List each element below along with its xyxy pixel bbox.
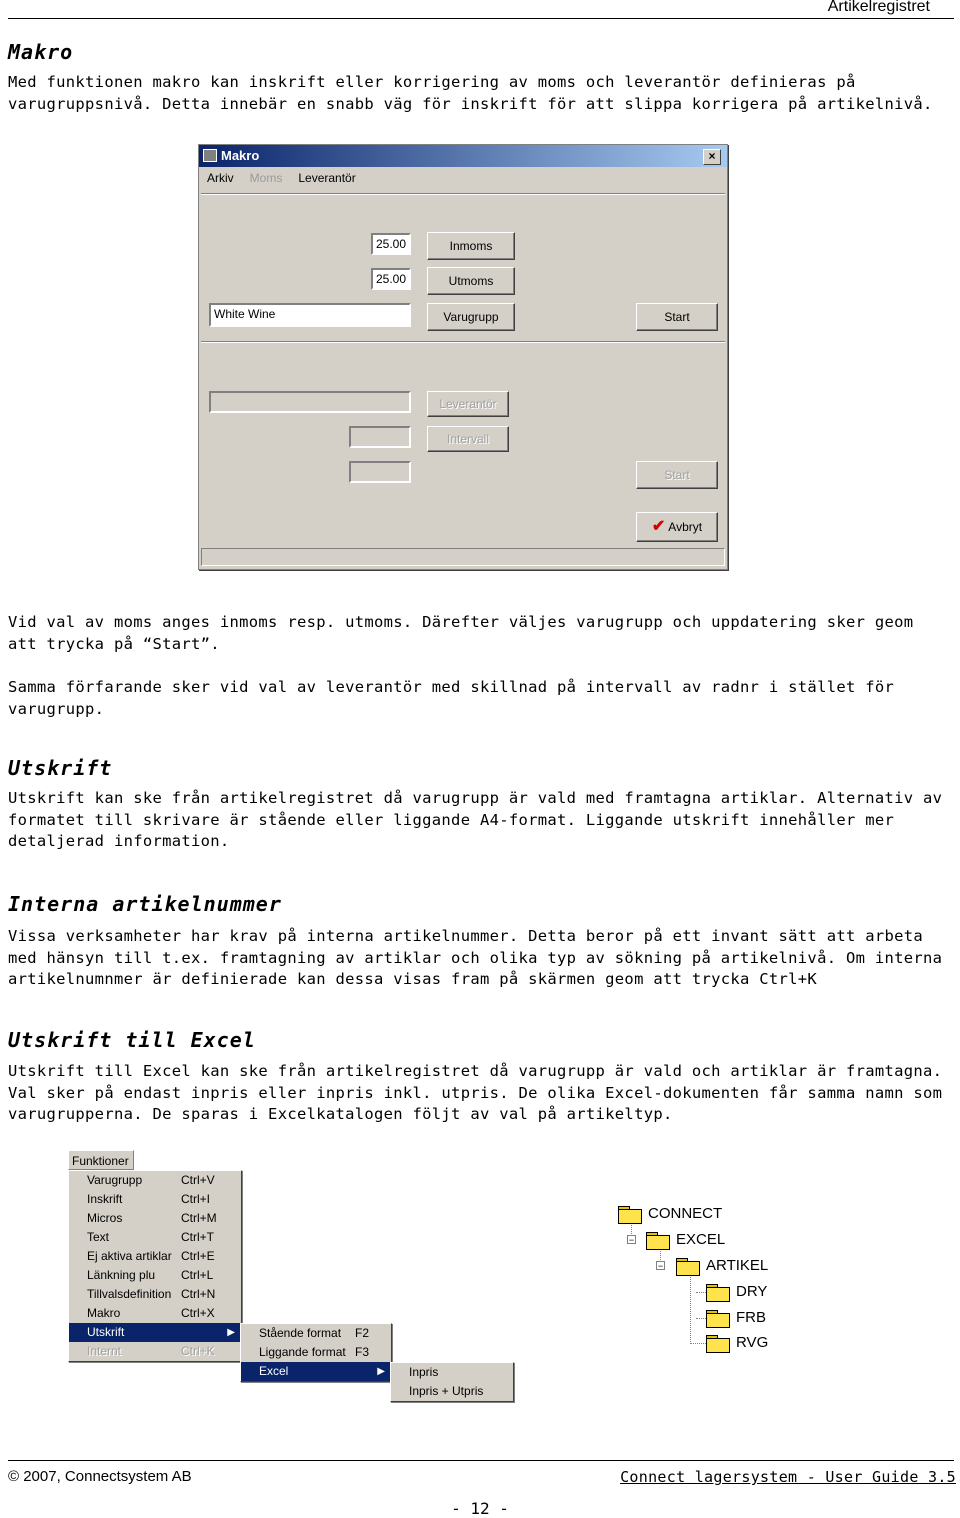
status-bar bbox=[201, 548, 725, 566]
menu-item-text[interactable]: Text Ctrl+T bbox=[87, 1230, 214, 1244]
submenu-item-inpris-utpris[interactable]: Inpris + Utpris bbox=[409, 1384, 484, 1398]
tree-line bbox=[690, 1343, 706, 1344]
menu-item-internt[interactable]: Internt Ctrl+K bbox=[87, 1344, 215, 1358]
leverantor-button[interactable]: Leverantör bbox=[427, 391, 509, 417]
leverantor-field[interactable] bbox=[209, 391, 411, 413]
folder-tree bbox=[600, 1200, 800, 1360]
group-separator bbox=[201, 341, 725, 343]
folder-icon bbox=[646, 1232, 670, 1249]
folder-icon bbox=[706, 1335, 730, 1352]
section-heading-interna: Interna artikelnummer bbox=[8, 892, 282, 916]
excel-text: Utskrift till Excel kan ske från artikelregistret då varugrupp är vald och artiklar är framtagna. Val sker på endast inpris eller inpris inkl. utpris. De olika Excel-dokumenten får samma namn som varugrupperna. De sparas i Excelkatalogen följt av val på artikeltyp. bbox=[8, 1062, 943, 1123]
tree-node-rvg[interactable]: RVG bbox=[706, 1332, 768, 1354]
submenu-arrow-icon: ▶ bbox=[227, 1327, 235, 1338]
tree-node-artikel[interactable]: ARTIKEL bbox=[676, 1255, 768, 1277]
funktioner-menu-title[interactable]: Funktioner bbox=[68, 1150, 134, 1170]
submenu-item-staende[interactable]: Stående format F2 bbox=[259, 1326, 370, 1340]
makro-window bbox=[198, 144, 728, 570]
menu-moms[interactable]: Moms bbox=[249, 171, 283, 185]
funktioner-menu bbox=[68, 1170, 242, 1362]
tree-line bbox=[696, 1318, 706, 1319]
app-icon bbox=[203, 149, 217, 162]
tree-node-excel[interactable]: EXCEL bbox=[646, 1229, 725, 1251]
submenu-item-excel[interactable]: Excel ▶ bbox=[241, 1362, 391, 1381]
varugrupp-button[interactable]: Varugrupp bbox=[427, 303, 515, 331]
folder-icon bbox=[676, 1258, 700, 1275]
tree-line bbox=[690, 1274, 691, 1342]
makro-paragraph-1: Vid val av moms anges inmoms resp. utmoms. Därefter väljes varugrupp och uppdatering sker geom att trycka på “Start”. bbox=[8, 613, 914, 653]
utmoms-button[interactable]: Utmoms bbox=[427, 267, 515, 295]
collapse-icon[interactable]: − bbox=[628, 1235, 635, 1245]
menu-arkiv[interactable]: Arkiv bbox=[207, 171, 234, 185]
avbryt-label: Avbryt bbox=[668, 520, 703, 534]
checkmark-icon: ✔ bbox=[651, 518, 666, 535]
menu-item-tillvalsdefinition[interactable]: Tillvalsdefinition Ctrl+N bbox=[87, 1287, 216, 1301]
tree-node-frb[interactable]: FRB bbox=[706, 1307, 766, 1329]
menu-separator bbox=[201, 193, 725, 195]
menu-item-inskrift[interactable]: Inskrift Ctrl+I bbox=[87, 1192, 211, 1206]
start-button[interactable]: Start bbox=[636, 303, 718, 331]
intervall-from-field[interactable] bbox=[349, 426, 411, 448]
makro-menubar bbox=[199, 167, 727, 189]
submenu-item-inpris[interactable]: Inpris bbox=[409, 1365, 439, 1379]
menu-leverantor[interactable]: Leverantör bbox=[298, 171, 356, 185]
tree-node-dry[interactable]: DRY bbox=[706, 1281, 767, 1303]
folder-icon bbox=[706, 1310, 730, 1327]
intervall-button[interactable]: Intervall bbox=[427, 426, 509, 452]
menu-item-lankning-plu[interactable]: Länkning plu Ctrl+L bbox=[87, 1268, 214, 1282]
running-header: Artikelregistret bbox=[827, 0, 930, 15]
menu-item-ej-aktiva[interactable]: Ej aktiva artiklar Ctrl+E bbox=[87, 1249, 215, 1263]
menu-item-micros[interactable]: Micros Ctrl+M bbox=[87, 1211, 217, 1225]
menu-item-varugrupp[interactable]: Varugrupp Ctrl+V bbox=[87, 1173, 215, 1187]
avbryt-button[interactable] bbox=[636, 512, 718, 542]
footer-guide-title: Connect lagersystem - User Guide 3.5 bbox=[620, 1468, 956, 1486]
section-heading-utskrift: Utskrift bbox=[8, 756, 113, 780]
section-heading-excel: Utskrift till Excel bbox=[8, 1028, 256, 1052]
header-rule bbox=[8, 18, 954, 19]
interna-text: Vissa verksamheter har krav på interna artikelnummer. Detta beror på ett invant sätt att arbeta med hänsyn till t.ex. framtagning av artiklar och olika typ av sökning på artikelnivå. Om interna artikelnumnmer är definierade kan dessa visas fram på skärmen geom att trycka Ctrl+K bbox=[8, 927, 943, 988]
folder-icon bbox=[618, 1206, 642, 1223]
intervall-to-field[interactable] bbox=[349, 461, 411, 483]
menu-item-makro[interactable]: Makro Ctrl+X bbox=[87, 1306, 215, 1320]
collapse-icon[interactable]: − bbox=[657, 1261, 664, 1271]
excel-submenu bbox=[390, 1362, 514, 1402]
footer-rule bbox=[8, 1460, 954, 1461]
varugrupp-field[interactable]: White Wine bbox=[209, 303, 411, 327]
footer-copyright: © 2007, Connectsystem AB bbox=[8, 1468, 192, 1485]
inmoms-field[interactable]: 25.00 bbox=[371, 233, 411, 255]
makro-paragraph-2: Samma förfarande sker vid val av leverantör med skillnad på intervall av radnr i stället för varugrupp. bbox=[8, 678, 895, 718]
close-icon[interactable]: × bbox=[703, 149, 721, 165]
makro-intro: Med funktionen makro kan inskrift eller korrigering av moms och leverantör definieras på varugruppsnivå. Detta innebär en snabb väg för inskrift för att slippa korrigera på artikelnivå. bbox=[8, 73, 933, 113]
tree-node-connect[interactable]: CONNECT bbox=[618, 1203, 722, 1225]
inmoms-button[interactable]: Inmoms bbox=[427, 232, 515, 260]
submenu-arrow-icon: ▶ bbox=[377, 1366, 385, 1377]
utskrift-text: Utskrift kan ske från artikelregistret då varugrupp är vald med framtagna artiklar. Alternativ av formatet till skrivare är stående eller liggande A4-format. Liggande utskrift innehåller mer detaljerad information. bbox=[8, 789, 943, 850]
tree-line bbox=[696, 1292, 706, 1293]
makro-titlebar bbox=[199, 145, 727, 167]
folder-icon bbox=[706, 1284, 730, 1301]
utskrift-submenu bbox=[240, 1323, 392, 1382]
menu-item-utskrift[interactable]: Utskrift ▶ bbox=[69, 1323, 241, 1342]
submenu-item-liggande[interactable]: Liggande format F3 bbox=[259, 1345, 370, 1359]
utmoms-field[interactable]: 25.00 bbox=[371, 268, 411, 290]
section-heading-makro: Makro bbox=[8, 40, 74, 64]
makro-window-title: Makro bbox=[221, 148, 260, 163]
start-button-2[interactable]: Start bbox=[636, 461, 718, 489]
page-number: - 12 - bbox=[451, 1499, 509, 1518]
